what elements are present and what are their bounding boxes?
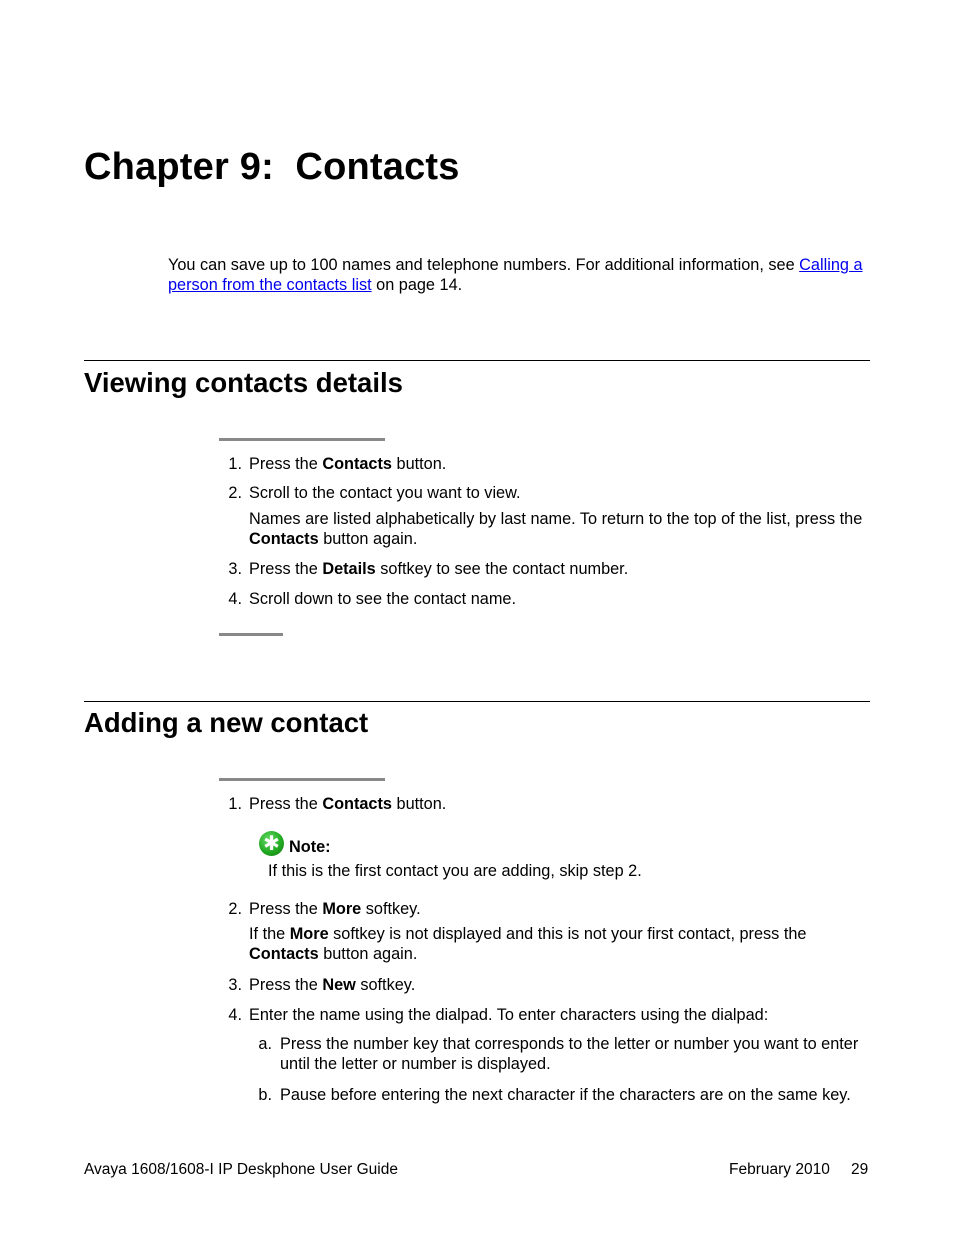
substep-text: Press the number key that corresponds to the letter or number you want to enter until the letter or number is displayed. <box>280 1035 859 1073</box>
footer-date: February 2010 <box>729 1161 830 1178</box>
step-number: 2. <box>228 900 242 918</box>
section-title-adding: Adding a new contact <box>84 707 369 738</box>
substep-letter: a. <box>258 1035 272 1053</box>
page-number: 29 <box>851 1161 869 1178</box>
note-icon: ✱ <box>259 831 284 856</box>
calling-contacts-link[interactable]: Calling a person from the contacts list <box>168 256 863 294</box>
step-info: If the More softkey is not displayed and this is not your first contact, press the Contacts button again. <box>249 925 807 963</box>
step-text: Scroll to the contact you want to view. <box>249 484 521 502</box>
procedure-end-bar <box>219 633 283 636</box>
procedure-start-bar <box>219 438 385 441</box>
section-divider <box>84 360 870 361</box>
note-text: If this is the first contact you are adding, skip step 2. <box>268 862 642 880</box>
substep-letter: b. <box>258 1086 272 1104</box>
step-number: 1. <box>228 795 242 813</box>
step-number: 2. <box>228 484 242 502</box>
step-number: 3. <box>228 976 242 994</box>
step-info: Names are listed alphabetically by last name. To return to the top of the list, press the Contacts button again. <box>249 510 863 548</box>
intro-page-ref: on page 14. <box>371 276 463 294</box>
intro-paragraph <box>168 255 870 295</box>
step-text: Press the Contacts button. <box>249 795 447 813</box>
step-text: Press the More softkey. <box>249 900 421 918</box>
intro-text: You can save up to 100 names and telephone numbers. For additional information, see <box>168 256 800 274</box>
chapter-title: Chapter 9: Contacts <box>84 146 460 188</box>
step-number: 4. <box>228 590 242 608</box>
step-text: Press the Contacts button. <box>249 455 447 473</box>
footer-doc-title: Avaya 1608/1608-I IP Deskphone User Guide <box>84 1161 398 1178</box>
step-number: 4. <box>228 1006 242 1024</box>
step-text: Enter the name using the dialpad. To enter characters using the dialpad: <box>249 1006 769 1024</box>
section-title-viewing: Viewing contacts details <box>84 367 403 398</box>
step-text: Press the Details softkey to see the contact number. <box>249 560 629 578</box>
step-number: 3. <box>228 560 242 578</box>
section-divider <box>84 701 870 702</box>
procedure-start-bar <box>219 778 385 781</box>
step-text: Scroll down to see the contact name. <box>249 590 516 608</box>
step-text: Press the New softkey. <box>249 976 416 994</box>
note-label: Note: <box>289 838 331 856</box>
step-number: 1. <box>228 455 242 473</box>
substep-text: Pause before entering the next character if the characters are on the same key. <box>280 1086 851 1104</box>
